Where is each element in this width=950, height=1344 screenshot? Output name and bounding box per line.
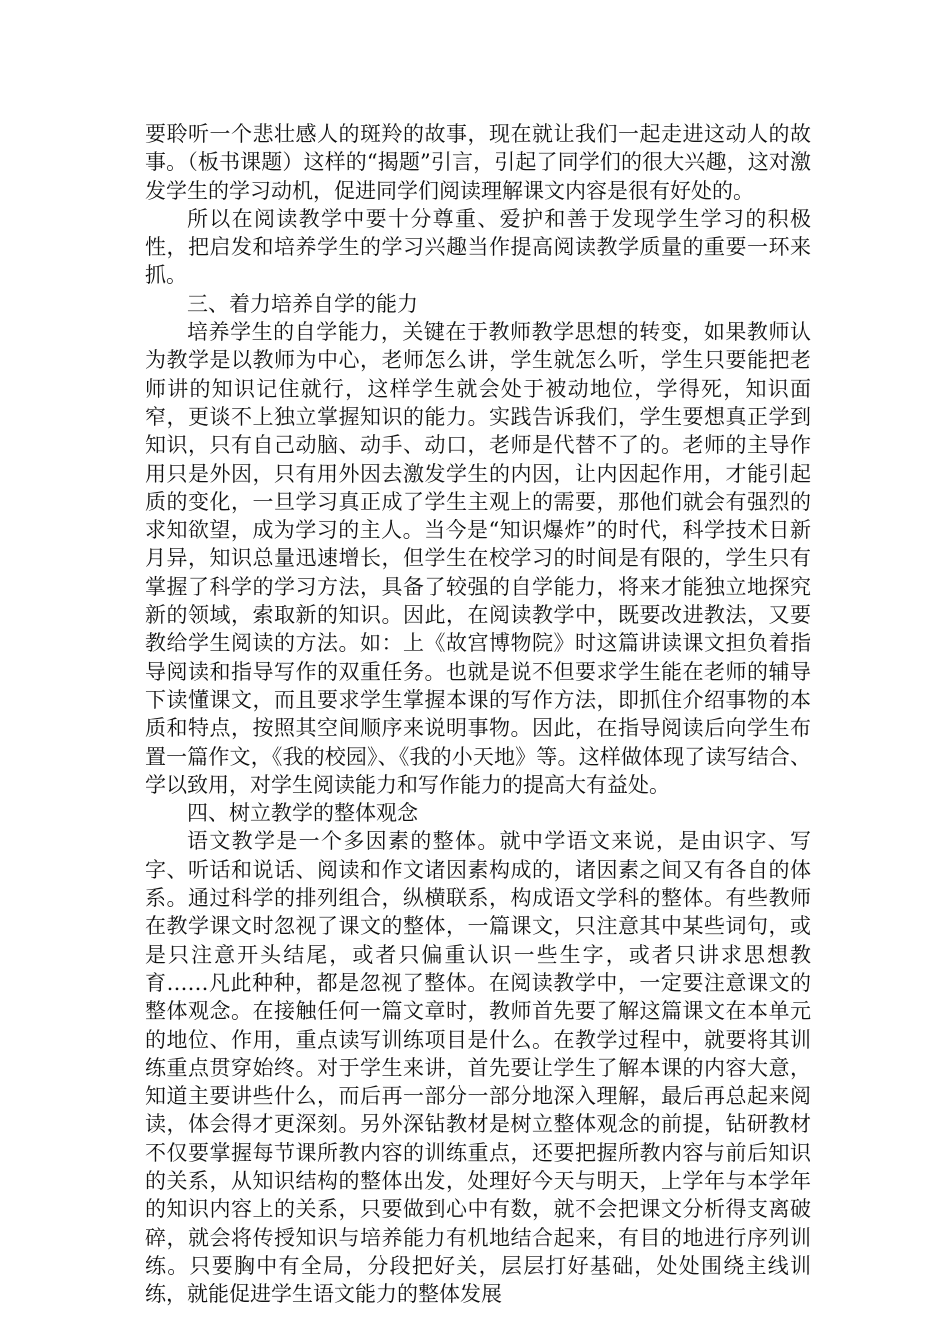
section-heading-4: 四、树立教学的整体观念 — [187, 801, 418, 826]
section-heading-3: 三、着力培养自学的能力 — [187, 291, 418, 316]
document-page — [145, 120, 811, 1308]
paragraph-self-study: 培养学生的自学能力，关键在于教师教学思想的转变，如果教师认为教学是以教师为中心，老师怎么讲，学生就怎么听，学生只要能把老师讲的知识记住就行，这样学生就会处于被动地位，学得死，知识面窄，更谈不上独立掌握知识的能力。实践告诉我们，学生要想真正学到知识，只有自己动脑、动手、动口，老师是代替不了的。老师的主导作用只是外因，只有用外因去激发学生的内因，让内因起作用，才能引起质的变化，一旦学习真正成了学生主观上的需要，那他们就会有强烈的求知欲望，成为学习的主人。当今是“知识爆炸”的时代，科学技术日新月异，知识总量迅速增长，但学生在校学习的时间是有限的，学生只有掌握了科学的学习方法，具备了较强的自学能力，将来才能独立地探究新的领域，索取新的知识。因此，在阅读教学中，既要改进教法，又要教给学生阅读的方法。如：上《故宫博物院》时这篇讲读课文担负着指导阅读和指导写作的双重任务。也就是说不但要求学生能在老师的辅导下读懂课文，而且要求学生掌握本课的写作方法，即抓住介绍事物的本质和特点，按照其空间顺序来说明事物。因此，在指导阅读后向学生布置一篇作文，《我的校园》、《我的小天地》等。这样做体现了读写结合、学以致用，对学生阅读能力和写作能力的提高大有益处。 — [145, 320, 811, 797]
paragraph-continued: 要聆听一个悲壮感人的斑羚的故事，现在就让我们一起走进这动人的故事。（板书课题）这样的“揭题”引言，引起了同学们的很大兴趣，这对激发学生的学习动机，促进同学们阅读理解课文内容是很有好处的。 — [145, 122, 811, 203]
paragraph-holistic: 语文教学是一个多因素的整体。就中学语文来说，是由识字、写字、听话和说话、阅读和作文诸因素构成的，诸因素之间又有各自的体系。通过科学的排列组合，纵横联系，构成语文学科的整体。有些教师在教学课文时忽视了课文的整体，一篇课文，只注意其中某些词句，或是只注意开头结尾，或者只偏重认识一些生字，或者只讲求思想教育……凡此种种，都是忽视了整体。在阅读教学中，一定要注意课文的整体观念。在接触任何一篇文章时，教师首先要了解这篇课文在本单元的地位、作用，重点读写训练项目是什么。在教学过程中，就要将其训练重点贯穿始终。对于学生来讲，首先要让学生了解本课的内容大意，知道主要讲些什么，而后再一部分一部分地深入理解，最后再总起来阅读，体会得才更深刻。另外深钻教材是树立整体观念的前提，钻研教材不仅要掌握每节课所教内容的训练重点，还要把握所教内容与前后知识的关系，从知识结构的整体出发，处理好今天与明天，上学年与本学年的知识内容上的关系，只要做到心中有数，就不会把课文分析得支离破碎，就会将传授知识与培养能力有机地结合起来，有目的地进行序列训练。只要胸中有全局，分段把好关，层层打好基础，处处围绕主线训练，就能促进学生语文能力的整体发展 — [145, 829, 811, 1307]
paragraph-interest: 所以在阅读教学中要十分尊重、爱护和善于发现学生学习的积极性，把启发和培养学生的学习兴趣当作提高阅读教学质量的重要一环来抓。 — [145, 206, 811, 288]
